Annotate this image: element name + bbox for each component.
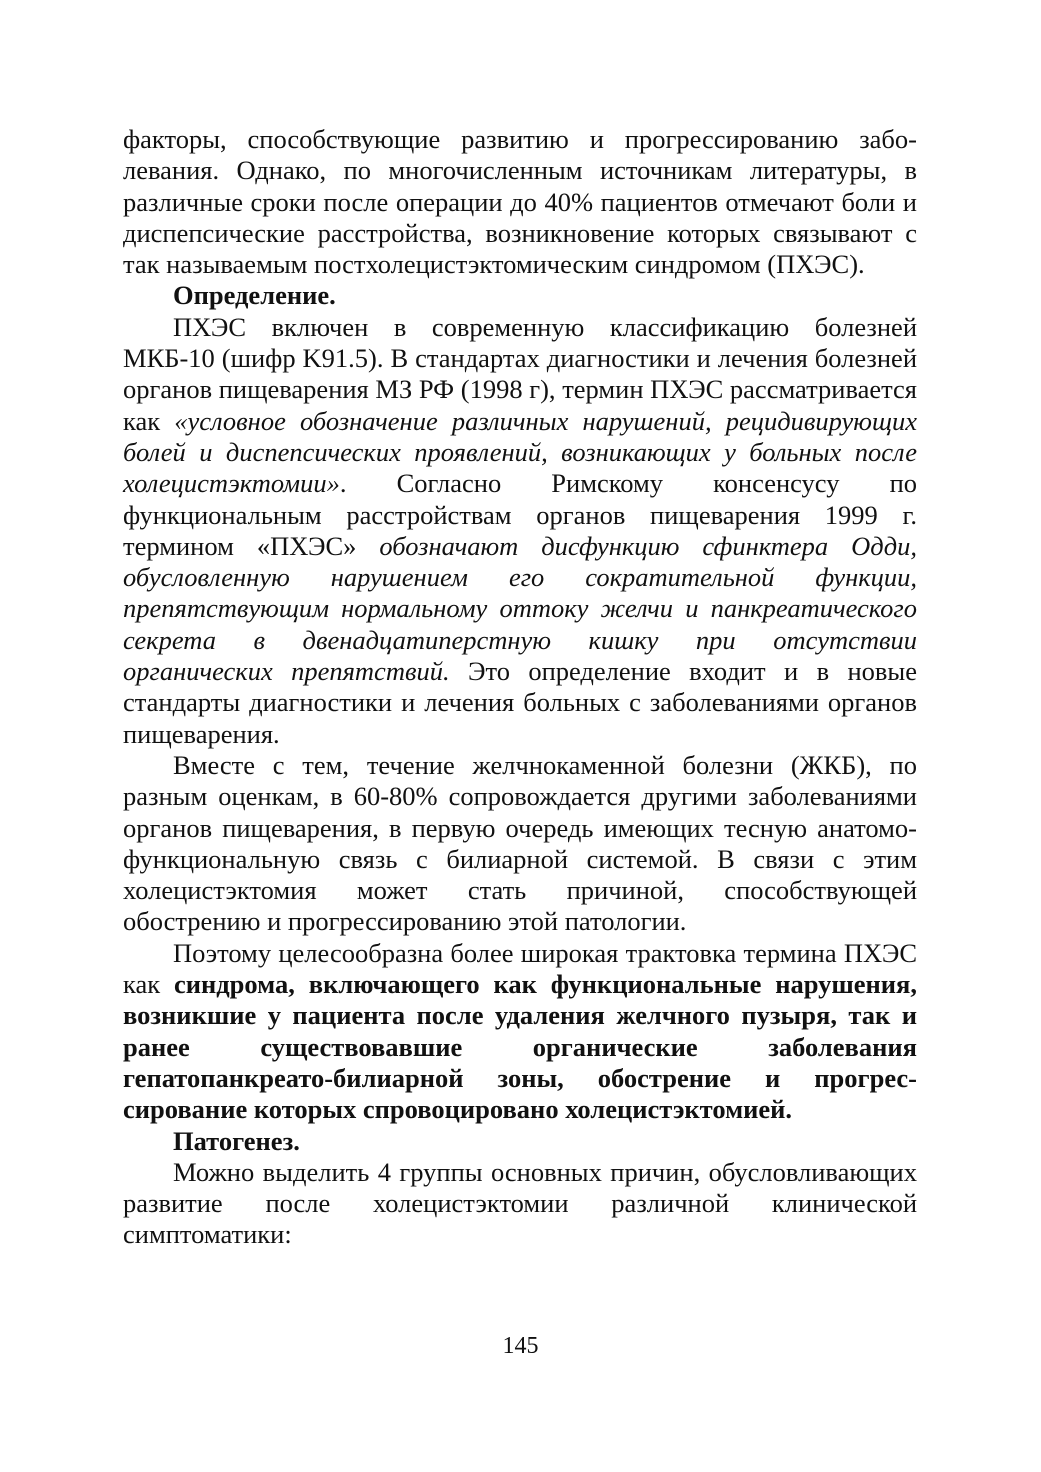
heading-definition: Определение. bbox=[173, 280, 336, 311]
heading-pathogenesis: Патогенез. bbox=[173, 1125, 300, 1156]
paragraph-intro bbox=[123, 124, 917, 280]
paragraph-gallstone-text: Вместе с тем, течение желчнокаменной болезни (ЖКБ), по разным оценкам, в 60-80% сопровождается другими заболеваниями органов пищеварения, в первую очередь имеющих тесную анатомо-функциональную связь с билиарной системой. В связи с этим холецистэктомия может стать причиной, способствующей обострению и прогрессированию этой патологии. bbox=[123, 749, 917, 937]
definition-text-1: ПХЭС включен в современную классификацию болезней МКБ-10 (шифр K91.5). В стандартах диагностики и лечения болезней органов пищеварения МЗ РФ (1998 г), термин ПХЭС рассматривается как bbox=[123, 311, 917, 436]
paragraph-intro-text: факторы, способствующие развитию и прогрессированию заболевания. Однако, по многочисленным источникам литературы, в различные сроки после операции до 40% пациентов отмечают боли и диспепсические расстройства, возникновение которых связывают с так называемым постхолецистэктомическим синдромом (ПХЭС). bbox=[123, 124, 917, 280]
page-body bbox=[123, 124, 917, 1251]
definition-text-2: . Согласно Римскому консенсусу по функциональным расстройствам органов пищеварения 1999 г. термином «ПХЭС» bbox=[123, 468, 917, 561]
paragraph-gallstone bbox=[123, 750, 917, 938]
definition-quote-2: обозначают дисфункцию сфинктера Одди, обусловленную нарушением его сократительной функции, препятствующим нормальному оттоку желчи и панкреатического секрета в двенадцатиперстную кишку при отсутствии органических препятствий. bbox=[123, 530, 917, 687]
page-number: 145 bbox=[502, 1333, 539, 1359]
paragraph-causes bbox=[123, 1157, 917, 1251]
paragraph-causes-text: Можно выделить 4 группы основных причин, обусловливающих развитие после холецистэктомии различной клинической симптоматики: bbox=[123, 1156, 917, 1250]
definition-text-3: Это определение входит и в новые стандарты диагностики и лечения больных с заболеваниями органов пищеварения. bbox=[123, 656, 917, 749]
definition-quote-1: «условное обозначение различных нарушений, рецидивирующих болей и диспепсических проявлений, возникающих у больных после холецистэктомии» bbox=[123, 405, 917, 499]
paragraph-interpretation bbox=[123, 938, 917, 1126]
interpretation-text: Поэтому целесообразна более широкая трактовка термина ПХЭС как bbox=[123, 937, 917, 1000]
interpretation-bold: синдрома, включающего как функциональные нарушения, возникшие у пациента после удаления желчного пузыря, так и ранее существовавшие органические заболевания гепатопанкреато-билиарной зоны, обострение и прогрессирование которых спровоцировано холецистэктомией. bbox=[123, 969, 917, 1125]
paragraph-definition bbox=[123, 312, 917, 750]
